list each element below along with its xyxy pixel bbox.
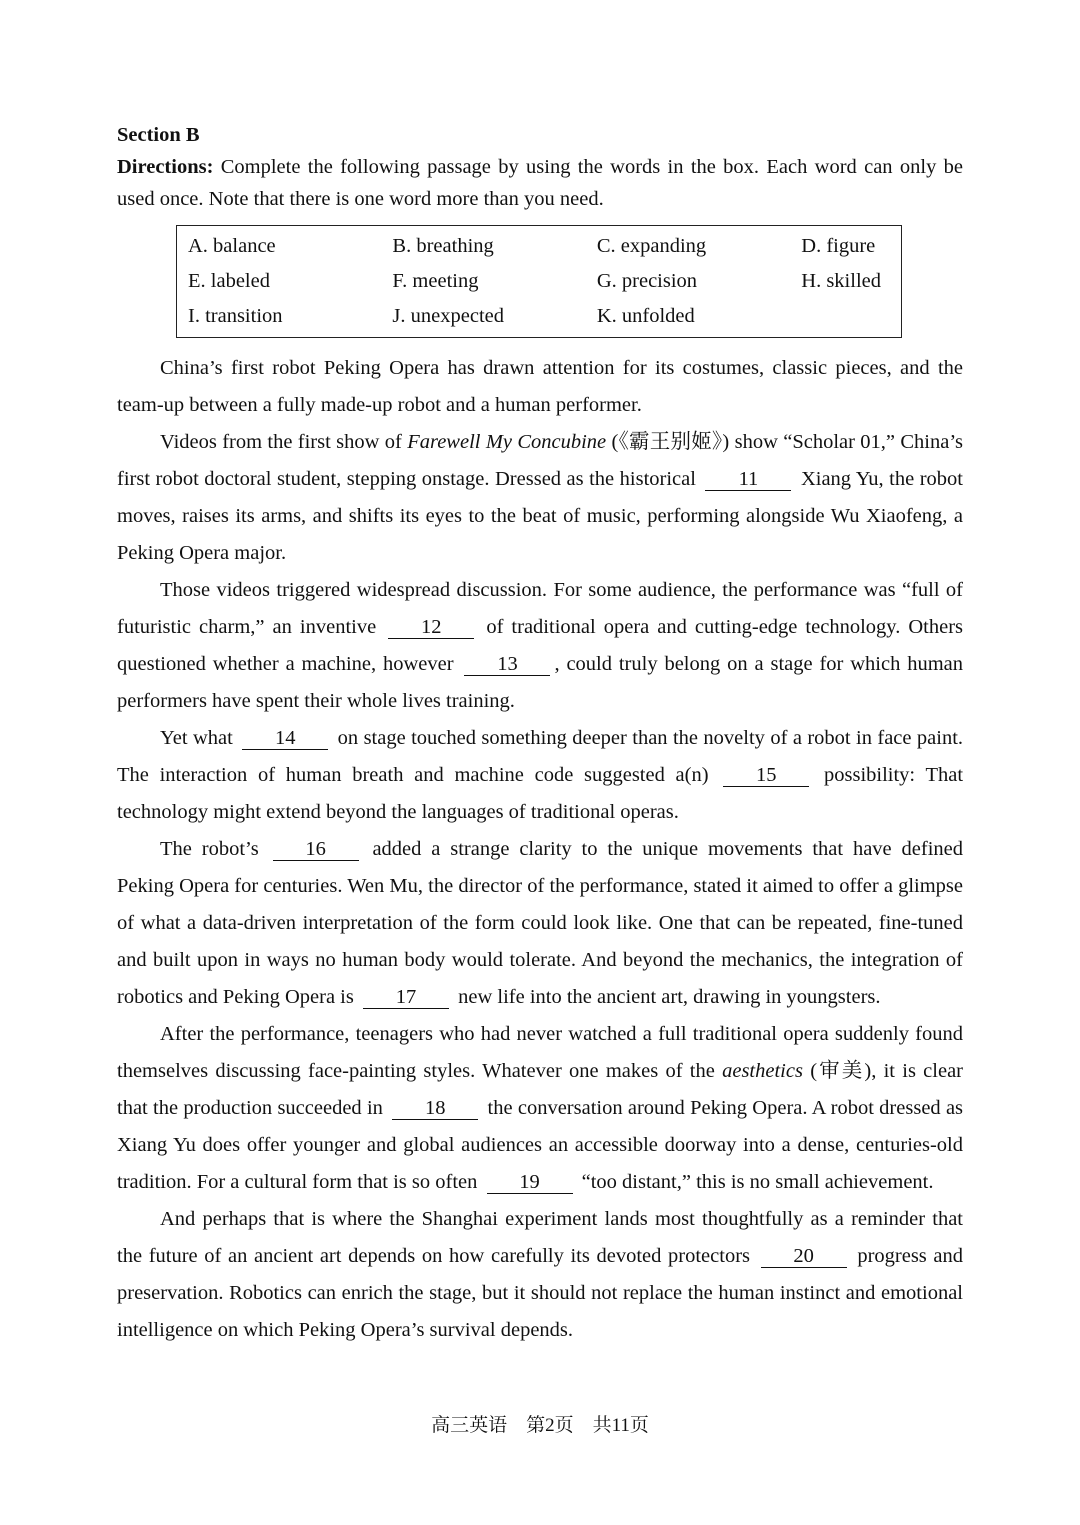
text-run: After the performance, teenagers who had never watched a full traditional opera suddenly found themselves discussing face-painting styles. Whatever one makes of the (117, 1023, 963, 1082)
directions (117, 151, 963, 215)
passage-paragraph-7 (117, 1201, 963, 1349)
word-bank-row (188, 229, 901, 264)
directions-label: Directions: (117, 156, 214, 178)
text-run: possibility: That technology might extend beyond the languages of traditional operas. (117, 764, 964, 823)
directions-text: Complete the following passage by using the words in the box. Each word can only be used once. Note that there is one word more than you need. (117, 156, 963, 210)
word-option: G. precision (596, 270, 698, 292)
text-run: And perhaps that is where the Shanghai experiment lands most thoughtfully as a reminder that the future of an ancient art depends on how carefully its devoted protectors (117, 1208, 963, 1267)
section-title: Section B (117, 124, 200, 146)
text-run: The robot’s (160, 838, 259, 860)
term-italic: aesthetics (722, 1060, 803, 1082)
word-bank-row (188, 264, 901, 299)
blank-17[interactable]: 17 (363, 986, 449, 1009)
title-italic: Farewell My Concubine (407, 431, 607, 453)
passage-paragraph-3 (117, 572, 963, 720)
text-run: of traditional opera and cutting-edge technology. Others questioned whether a machine, however (117, 616, 964, 675)
text-run: progress and preservation. Robotics can enrich the stage, but it should not replace the human instinct and emotional intelligence on which Peking Opera’s survival depends. (117, 1245, 964, 1341)
blank-16[interactable]: 16 (273, 838, 359, 861)
text-run: Xiang Yu, the robot moves, raises its arms, and shifts its eyes to the beat of music, performing alongside Wu Xiaofeng, a Peking Opera major. (117, 468, 963, 564)
word-option: J. unexpected (392, 305, 504, 327)
blank-19[interactable]: 19 (487, 1171, 573, 1194)
text-run: the conversation around Peking Opera. A robot dressed as Xiang Yu does offer younger and global audiences an accessible doorway into a dense, centuries-old tradition. For a cultural form that is so often (117, 1097, 964, 1193)
text-run: Videos from the first show of (160, 431, 408, 453)
word-option: B. breathing (392, 235, 494, 257)
word-option: I. transition (188, 305, 283, 327)
word-option: A. balance (188, 235, 276, 257)
text-run: (《霸王别姬》) show “Scholar 01,” China’s first robot doctoral student, stepping onstage. Dressed as the historical (117, 431, 963, 490)
passage-paragraph-4 (117, 720, 963, 831)
blank-12[interactable]: 12 (388, 616, 474, 639)
passage-paragraph-6 (117, 1016, 963, 1201)
word-option: D. figure (801, 235, 876, 257)
blank-13[interactable]: 13 (464, 653, 550, 676)
page-footer: 高三英语 第2页 共11页 (431, 1415, 649, 1436)
text-run: added a strange clarity to the unique movements that have defined Peking Opera for centuries. Wen Mu, the director of the performance, stated it aimed to offer a glimpse of what a data-driven interpretation of the form could look like. One that can be repeated, fine-tuned and built upon in ways no human body would tolerate. And beyond the mechanics, the integration of robotics and Peking Opera is (117, 838, 964, 1008)
word-option (801, 299, 901, 334)
blank-18[interactable]: 18 (392, 1097, 478, 1120)
word-option: C. expanding (596, 235, 707, 257)
blank-14[interactable]: 14 (242, 727, 328, 750)
text-run: on stage touched something deeper than the novelty of a robot in face paint. The interaction of human breath and machine code suggested a(n) (117, 727, 964, 786)
passage-paragraph-5 (117, 831, 963, 1016)
word-bank-box (176, 225, 902, 338)
word-option: E. labeled (188, 270, 270, 292)
blank-20[interactable]: 20 (761, 1245, 847, 1268)
text-run: Yet what (160, 727, 233, 749)
text-run: new life into the ancient art, drawing in youngsters. (458, 986, 881, 1008)
text-run: (审美), it is clear that the production succeeded in (117, 1060, 963, 1119)
passage-paragraph-1: China’s first robot Peking Opera has drawn attention for its costumes, classic pieces, and the team-up between a fully made-up robot and a human performer. (117, 357, 963, 416)
word-option: H. skilled (801, 270, 881, 292)
text-run: “too distant,” this is no small achievement. (581, 1171, 934, 1193)
word-option: F. meeting (392, 270, 479, 292)
word-bank-row (188, 299, 901, 334)
text-run: , could truly belong on a stage for which human performers have spent their whole lives training. (117, 653, 963, 712)
exam-page (117, 119, 963, 1349)
text-run: Those videos triggered widespread discussion. For some audience, the performance was “full of futuristic charm,” an inventive (117, 579, 963, 638)
word-option: K. unfolded (596, 305, 695, 327)
passage-paragraph-2 (117, 424, 963, 572)
blank-15[interactable]: 15 (723, 764, 809, 787)
blank-11[interactable]: 11 (705, 468, 791, 491)
